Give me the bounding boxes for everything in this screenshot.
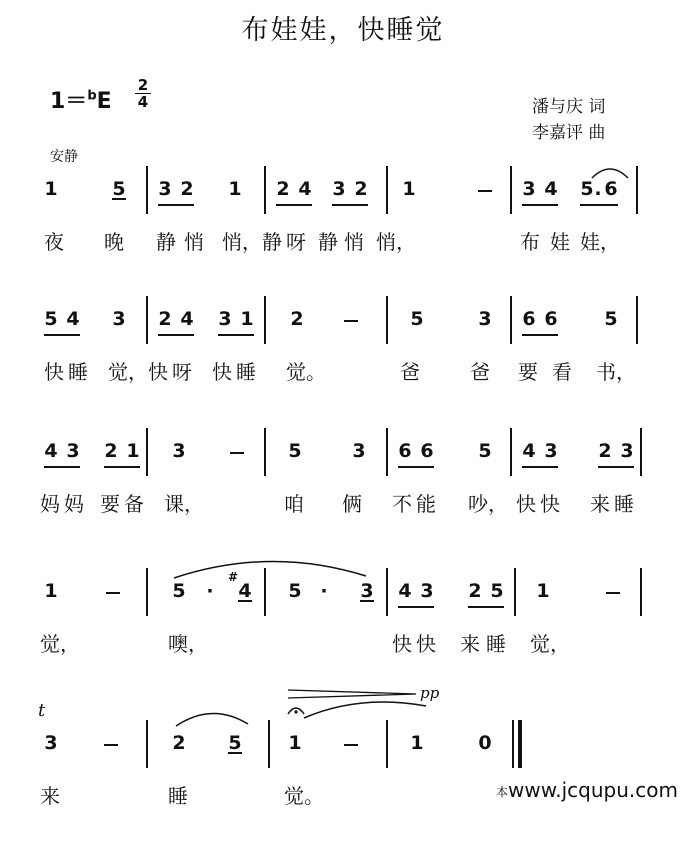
lyric: 俩 [342,492,362,516]
lyric: 睡 [486,632,506,656]
lyric: 静 [156,230,176,254]
note: 5 [604,308,618,330]
underline [332,204,368,206]
note: 5 [172,580,186,602]
lyric: 夜 [44,230,64,254]
note: 3 [172,440,186,462]
lyric: 悄， [222,230,262,254]
note: 2 [104,440,118,462]
note: 5 [228,732,242,754]
note: 6 [398,440,412,462]
dash [106,592,120,594]
note: 4 [298,178,312,200]
note: 3 [420,580,434,602]
lyric: 晚 [104,230,124,254]
staff-row-2 [0,296,686,426]
barline [264,428,266,476]
slur [300,698,430,720]
note: 3 [478,308,492,330]
note: 4 [398,580,412,602]
dash [344,320,358,322]
barline [640,568,642,616]
lyric: 妈 [64,492,84,516]
lyric: 爸 [400,360,420,384]
breath-mark: t [38,700,46,721]
note: 3 [44,732,58,754]
underline [158,204,194,206]
note: . [594,178,602,200]
lyric: 来 [590,492,610,516]
slur [170,556,370,582]
note: 5 [410,308,424,330]
note: 4 [238,580,252,602]
lyric: 要 [518,360,538,384]
underline [398,606,434,608]
lyric: 书， [596,360,636,384]
underline [468,606,504,608]
underline [398,466,434,468]
note: 2 [180,178,194,200]
lyricist-credit: 潘与庆 词 [532,97,606,117]
note: 3 [112,308,126,330]
lyric: 呀 [286,230,306,254]
note: 5 [580,178,594,200]
note: · [206,580,214,602]
lyric: 快 [212,360,232,384]
note: 5 [44,308,58,330]
barline [636,296,638,344]
underline [598,466,634,468]
barline [264,296,266,344]
note: 1 [288,732,302,754]
lyric: 吵， [468,492,508,516]
note: 1 [228,178,242,200]
note: 1 [402,178,416,200]
barline [510,166,512,214]
barline [510,428,512,476]
slur [172,708,252,728]
barline [386,296,388,344]
note: 2 [172,732,186,754]
note: 4 [180,308,194,330]
song-title: 布娃娃，快睡觉 [241,15,445,46]
barline [146,428,148,476]
underline [104,466,140,468]
note: 3 [522,178,536,200]
note: 3 [332,178,346,200]
underline [522,334,558,336]
underline [580,204,618,206]
note: 1 [126,440,140,462]
barline [636,166,638,214]
underline [158,334,194,336]
lyric: 觉， [530,632,570,656]
barline [386,166,388,214]
barline [146,166,148,214]
note: 1 [240,308,254,330]
note: 5 [478,440,492,462]
underline [44,466,80,468]
lyric: 睡 [236,360,256,384]
note: 2 [276,178,290,200]
lyric: 觉， [108,360,148,384]
slur [590,164,630,180]
lyric: 娃， [580,230,620,254]
note: 2 [354,178,368,200]
note: 6 [544,308,558,330]
note: 6 [604,178,618,200]
note: 3 [544,440,558,462]
lyric: 静 [318,230,338,254]
staff-row-3 [0,428,686,558]
lyric: 呀 [172,360,192,384]
note: 6 [420,440,434,462]
barline [512,720,514,768]
lyric: 睡 [614,492,634,516]
note: 3 [620,440,634,462]
lyric: 不 [392,492,412,516]
staff-row-1 [0,166,686,296]
barline [514,568,516,616]
lyric: 快 [516,492,536,516]
time-signature: 2 4 [133,78,153,109]
note: 3 [360,580,374,602]
lyric: 备 [124,492,144,516]
underline [276,204,312,206]
watermark-logo-icon: 本 [496,785,509,799]
key-signature: 1＝$^b$E [50,88,112,114]
lyric: 看 [552,360,572,384]
lyric: 快 [392,632,412,656]
note: 4 [522,440,536,462]
lyric: 来 [460,632,480,656]
note: 1 [44,178,58,200]
note: 0 [478,732,492,754]
lyric: 快 [148,360,168,384]
note: 2 [468,580,482,602]
note: 2 [598,440,612,462]
dash [344,744,358,746]
barline [510,296,512,344]
dash [104,744,118,746]
note: 2 [290,308,304,330]
lyric: 咱 [284,492,304,516]
lyric: 来 [40,784,60,808]
lyric: 噢， [168,632,208,656]
note: 6 [522,308,536,330]
barline [264,568,266,616]
sharp-mark: # [227,570,239,584]
dynamic-pp: pp [420,684,440,702]
barline [386,568,388,616]
note: 3 [352,440,366,462]
underline [522,466,558,468]
note: 2 [158,308,172,330]
lyric: 悄 [344,230,364,254]
lyric: 课， [164,492,204,516]
note: 5 [112,178,126,200]
note: 1 [44,580,58,602]
barline [268,720,270,768]
lyric: 觉。 [286,360,326,384]
dash [478,190,492,192]
tempo-marking: 安静 [50,149,78,165]
dash [230,452,244,454]
final-barline [518,720,522,768]
lyric: 娃 [550,230,570,254]
underline [44,334,80,336]
lyric: 悄 [184,230,204,254]
barline [264,166,266,214]
lyric: 爸 [470,360,490,384]
lyric: 快 [44,360,64,384]
note: 4 [44,440,58,462]
lyric: 睡 [68,360,88,384]
lyric: 快 [416,632,436,656]
lyric: 觉， [40,632,80,656]
lyric: 快 [540,492,560,516]
lyric: 静 [262,230,282,254]
lyric: 悄， [376,230,416,254]
note: 1 [536,580,550,602]
underline [522,204,558,206]
barline [386,428,388,476]
note: 3 [158,178,172,200]
watermark: 本www.jcqupu.com [496,778,678,802]
lyric: 觉。 [284,784,324,808]
note: 1 [410,732,424,754]
underline [218,334,254,336]
note: 3 [218,308,232,330]
staff-row-4 [0,568,686,698]
barline [146,720,148,768]
barline [146,568,148,616]
note: · [320,580,328,602]
lyric: 布 [520,230,540,254]
dash [606,592,620,594]
barline [146,296,148,344]
note: 5 [288,580,302,602]
lyric: 睡 [168,784,188,808]
note: 5 [288,440,302,462]
lyric: 能 [416,492,436,516]
lyric: 妈 [40,492,60,516]
barline [640,428,642,476]
barline [386,720,388,768]
note: 4 [66,308,80,330]
note: 4 [544,178,558,200]
note: 5 [490,580,504,602]
lyric: 要 [100,492,120,516]
note: 3 [66,440,80,462]
composer-credit: 李嘉评 曲 [532,123,606,143]
